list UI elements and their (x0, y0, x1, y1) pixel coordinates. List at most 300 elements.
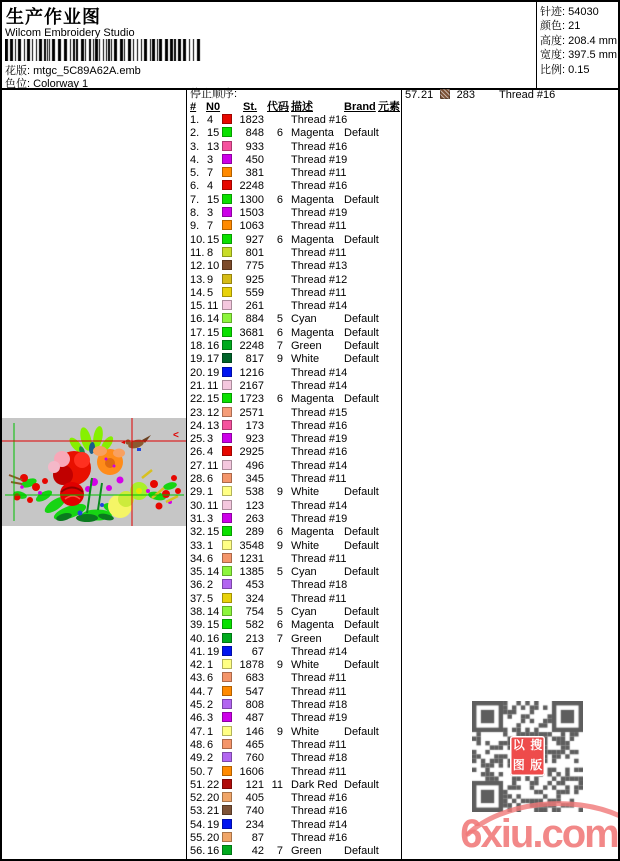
row-stitches: 775 (245, 260, 264, 273)
row-description: White (291, 486, 320, 499)
site-watermark (454, 804, 620, 859)
row-stitches: 453 (245, 579, 264, 592)
row-needle: 11 (207, 300, 219, 313)
row-code: 6 (276, 233, 283, 246)
row-code: 9 (276, 353, 283, 366)
row-brand: Default (344, 605, 379, 618)
row-description: Thread #11 (291, 738, 347, 751)
row-index: 53. (190, 805, 206, 818)
row-needle: 19 (207, 645, 220, 658)
row-needle: 7 (207, 685, 214, 698)
row-code: 7 (276, 340, 283, 353)
row-code: 7 (276, 632, 283, 645)
row-description: White (291, 539, 320, 552)
thread-row (187, 553, 401, 566)
row-description: Thread #14 (291, 459, 348, 472)
row-needle: 15 (207, 193, 220, 206)
row-description: Thread #11 (291, 765, 347, 778)
row-index: 27. (190, 459, 206, 472)
row-needle: 6 (207, 738, 214, 751)
row-stitches: 1231 (239, 552, 264, 565)
thread-row (187, 327, 401, 340)
row-description: Thread #18 (291, 699, 348, 712)
thread-row (187, 407, 401, 420)
colorway-label: 色位: (5, 78, 31, 90)
thread-row (187, 845, 401, 858)
thread-row (187, 393, 401, 406)
row-needle: 5 (207, 286, 214, 299)
color-sequence-panel (187, 88, 402, 859)
row-needle: 16 (207, 632, 220, 645)
row-index: 19. (190, 353, 206, 366)
row-stitches: 123 (245, 499, 264, 512)
row-brand: Default (344, 725, 379, 738)
row-needle: 13 (207, 140, 220, 153)
row-stitches: 933 (245, 140, 264, 153)
row-index: 54. (190, 818, 206, 831)
row-index: 11. (190, 246, 205, 259)
thread-row (187, 114, 401, 127)
design-info-box (536, 2, 618, 88)
seal-char: 以 (512, 738, 525, 752)
thread-row (187, 540, 401, 553)
row-code: 9 (276, 659, 283, 672)
row-needle: 6 (207, 473, 214, 486)
row-brand: Default (344, 326, 379, 339)
row-description: Green (291, 340, 322, 353)
row-needle: 7 (207, 220, 214, 233)
row-index: 18. (190, 340, 206, 353)
row-index: 14. (190, 286, 206, 299)
scale-label: 比例: (540, 63, 566, 76)
thread-row (187, 473, 401, 486)
stop-order-label: 停止顺序: (190, 88, 238, 100)
row-stitches: 3681 (239, 326, 264, 339)
row-index: 40. (190, 632, 206, 645)
row-description: Thread #14 (291, 379, 348, 392)
row-needle: 12 (207, 406, 220, 419)
row-description: White (291, 659, 320, 672)
row-stitches: 2571 (239, 406, 264, 419)
col-header-element: 元素 (378, 101, 400, 113)
row-description: Cyan (291, 566, 317, 579)
row-description: Thread #14 (291, 300, 348, 313)
row-needle: 3 (207, 153, 214, 166)
row-needle: 15 (207, 233, 220, 246)
row-stitches: 923 (245, 433, 264, 446)
row-stitches: 213 (245, 632, 264, 645)
app-name: Wilcom Embroidery Studio (5, 27, 135, 39)
row-needle: 13 (207, 419, 220, 432)
thread-row (187, 220, 401, 233)
row-index: 42. (190, 659, 206, 672)
row-stitches: 848 (245, 127, 264, 140)
stitches-value: 54030 (568, 6, 599, 18)
row-index: 36. (190, 579, 206, 592)
thread-row (187, 619, 401, 632)
thread-row (187, 234, 401, 247)
thread-row (187, 593, 401, 606)
row-index: 31. (190, 512, 206, 525)
row-brand: Default (344, 233, 379, 246)
row-stitches: 559 (245, 286, 264, 299)
row-needle: 14 (207, 605, 220, 618)
row-index: 7. (190, 193, 200, 206)
row-description: Thread #18 (291, 579, 348, 592)
row-index: 1. (190, 114, 200, 126)
col-header-stitches: St. (243, 101, 258, 113)
row-index: 5. (190, 167, 200, 180)
thread-row (187, 766, 401, 779)
row-stitches: 263 (245, 512, 264, 525)
row-description: Thread #16 (291, 805, 348, 818)
row-description: Thread #11 (291, 592, 347, 605)
thread-row (187, 579, 401, 592)
row-description: Thread #16 (291, 140, 348, 153)
row-needle: 21 (207, 805, 220, 818)
row-brand: Default (344, 539, 379, 552)
row-description: Thread #19 (291, 433, 348, 446)
pattern-value: mtgc_5C89A62A.emb (33, 65, 141, 77)
thread-row (187, 154, 401, 167)
row-description: Cyan (291, 605, 317, 618)
row-description: Magenta (291, 619, 334, 632)
row-index: 22. (190, 393, 206, 406)
thread-row (187, 260, 401, 273)
row-index: 12. (190, 260, 206, 273)
thread-row (187, 287, 401, 300)
row-stitches: 487 (245, 712, 264, 725)
row-index: 48. (190, 738, 206, 751)
row-index: 57. (405, 89, 421, 101)
row-stitches: 261 (245, 300, 264, 313)
seal-char: 版 (530, 758, 543, 772)
thread-row (187, 659, 401, 672)
row-stitches: 289 (245, 526, 264, 539)
row-index: 41. (190, 645, 206, 658)
row-code: 7 (276, 845, 283, 858)
row-description: Magenta (291, 526, 334, 539)
row-description: Thread #16 (291, 180, 348, 193)
row-stitches: 547 (245, 685, 264, 698)
row-stitches: 1216 (239, 366, 264, 379)
thread-row (187, 819, 401, 832)
thread-row (187, 207, 401, 220)
row-index: 21. (190, 379, 206, 392)
thread-row (187, 726, 401, 739)
row-needle: 1 (207, 539, 214, 552)
row-index: 9. (190, 220, 200, 233)
row-brand: Default (344, 632, 379, 645)
row-stitches: 1063 (239, 220, 264, 233)
thread-row (187, 194, 401, 207)
row-needle: 3 (207, 433, 214, 446)
thread-rows (187, 114, 401, 859)
row-brand: Default (344, 393, 379, 406)
row-needle: 7 (207, 167, 214, 180)
row-index: 25. (190, 433, 206, 446)
thread-row (187, 686, 401, 699)
table-header-row (187, 101, 401, 114)
thread-row (187, 832, 401, 845)
thread-row-overflow (402, 89, 618, 102)
row-brand: Default (344, 353, 379, 366)
row-stitches: 2248 (239, 340, 264, 353)
row-needle: 11 (207, 379, 219, 392)
row-description: Thread #11 (291, 685, 347, 698)
row-index: 38. (190, 605, 206, 618)
row-needle: 2 (207, 752, 214, 765)
row-code: 6 (276, 326, 283, 339)
worksheet-header (2, 2, 618, 90)
qr-center-seal (510, 736, 545, 776)
row-index: 51. (190, 778, 206, 791)
row-code: 6 (276, 393, 283, 406)
row-index: 17. (190, 326, 206, 339)
row-brand: Default (344, 778, 379, 791)
thread-row (187, 752, 401, 765)
thread-row (187, 433, 401, 446)
thread-row (187, 792, 401, 805)
row-needle: 3 (207, 712, 214, 725)
row-stitches: 740 (245, 805, 264, 818)
row-needle: 19 (207, 818, 220, 831)
watermark-text: 6xiu.com (460, 812, 618, 856)
row-stitches: 884 (245, 313, 264, 326)
row-stitches: 234 (245, 818, 264, 831)
stitches-line (537, 5, 618, 19)
width-line (537, 48, 618, 62)
row-needle: 4 (207, 180, 214, 193)
thread-row (187, 739, 401, 752)
thread-row (187, 672, 401, 685)
row-stitches: 146 (245, 725, 264, 738)
row-description: Thread #14 (291, 499, 348, 512)
row-description: Thread #18 (291, 752, 348, 765)
row-code: 5 (276, 566, 283, 579)
row-description: Thread #11 (291, 672, 347, 685)
row-description: Cyan (291, 313, 317, 326)
row-index: 10. (190, 233, 206, 246)
row-needle: 16 (207, 845, 220, 858)
row-needle: 15 (207, 326, 220, 339)
seal-char: 搜 (530, 738, 543, 752)
thread-row (187, 712, 401, 725)
row-brand: Default (344, 619, 379, 632)
height-value: 208.4 mm (568, 34, 618, 47)
row-stitches: 817 (245, 353, 264, 366)
row-needle: 1 (207, 725, 214, 738)
row-needle: 8 (207, 246, 214, 259)
row-stitches: 2167 (239, 379, 264, 392)
row-stitches: 683 (245, 672, 264, 685)
row-index: 3. (190, 140, 200, 153)
row-description: Thread #16 (291, 832, 348, 845)
row-stitches: 2248 (239, 180, 264, 193)
pattern-label: 花版: (5, 65, 31, 77)
row-index: 34. (190, 552, 206, 565)
row-stitches: 450 (245, 153, 264, 166)
row-index: 50. (190, 765, 206, 778)
row-description: Thread #11 (291, 473, 347, 486)
row-index: 43. (190, 672, 206, 685)
row-needle: 10 (207, 260, 220, 273)
row-needle: 5 (207, 592, 214, 605)
thread-row (187, 340, 401, 353)
colors-label: 颜色: (540, 20, 566, 33)
row-code: 11 (271, 778, 283, 791)
row-description: Thread #19 (291, 153, 348, 166)
row-brand: Default (344, 127, 379, 140)
row-stitches: 324 (245, 592, 264, 605)
row-brand: Default (344, 340, 379, 353)
thread-row (187, 646, 401, 659)
row-description: Magenta (291, 326, 334, 339)
row-description: Thread #11 (291, 220, 347, 233)
row-stitches: 1300 (239, 193, 264, 206)
seal-char: 图 (512, 758, 525, 772)
row-stitches: 465 (245, 738, 264, 751)
barcode (5, 39, 201, 61)
row-stitches: 808 (245, 699, 264, 712)
row-code: 6 (276, 127, 283, 140)
thread-row (187, 526, 401, 539)
scale-line (537, 63, 618, 77)
row-needle: 15 (207, 619, 220, 632)
row-index: 4. (190, 153, 200, 166)
row-description: Thread #19 (291, 712, 348, 725)
col-header-description: 描述 (291, 101, 313, 113)
row-needle: 11 (207, 499, 219, 512)
row-code: 9 (276, 725, 283, 738)
row-index: 20. (190, 366, 206, 379)
stitches-label: 针迹: (540, 6, 566, 18)
thread-row (187, 779, 401, 792)
thread-row (187, 486, 401, 499)
row-index: 52. (190, 792, 206, 805)
thread-row (187, 380, 401, 393)
row-code: 9 (276, 486, 283, 499)
row-needle: 2 (207, 699, 214, 712)
row-needle: 15 (207, 393, 220, 406)
row-needle: 11 (207, 459, 219, 472)
row-stitches: 1503 (239, 207, 264, 220)
height-label: 高度: (540, 34, 566, 47)
row-stitches: 1385 (239, 566, 264, 579)
row-needle: 1 (207, 486, 214, 499)
row-index: 26. (190, 446, 206, 459)
col-header-index: # (190, 101, 197, 113)
row-index: 44. (190, 685, 206, 698)
thread-row (187, 127, 401, 140)
row-description: Thread #14 (291, 818, 348, 831)
row-description: Magenta (291, 193, 334, 206)
row-index: 46. (190, 712, 206, 725)
row-stitches: 405 (245, 792, 264, 805)
row-stitches: 1723 (239, 393, 264, 406)
row-index: 16. (190, 313, 206, 326)
row-description: Magenta (291, 393, 334, 406)
row-index: 39. (190, 619, 206, 632)
thread-row (187, 141, 401, 154)
row-index: 15. (190, 300, 206, 313)
row-index: 2. (190, 127, 200, 140)
thread-row (187, 500, 401, 513)
row-needle: 17 (207, 353, 220, 366)
row-needle: 15 (207, 127, 220, 140)
row-needle: 14 (207, 566, 220, 579)
row-description: Green (291, 845, 322, 858)
row-index: 29. (190, 486, 206, 499)
row-description: Magenta (291, 127, 334, 140)
row-needle: 6 (207, 552, 214, 565)
row-description: Thread #19 (291, 207, 348, 220)
row-description: Thread #16 (291, 446, 348, 459)
row-description: Thread #11 (291, 167, 347, 180)
row-needle: 15 (207, 526, 220, 539)
row-stitches: 1823 (239, 114, 264, 126)
thread-row (187, 460, 401, 473)
row-code: 5 (276, 605, 283, 618)
row-stitches: 582 (245, 619, 264, 632)
row-description: Thread #16 (291, 114, 348, 126)
thread-row (187, 274, 401, 287)
row-needle: 3 (207, 512, 214, 525)
thread-row (187, 313, 401, 326)
row-description: Thread #16 (499, 89, 556, 101)
thread-row (187, 633, 401, 646)
row-description: Thread #14 (291, 366, 348, 379)
row-description: Thread #19 (291, 512, 348, 525)
row-index: 55. (190, 832, 206, 845)
row-stitches: 760 (245, 752, 264, 765)
embroidery-design-preview (2, 418, 186, 526)
thread-color-swatch (440, 89, 450, 99)
row-brand: Default (344, 659, 379, 672)
page-title: 生产作业图 (6, 7, 101, 27)
row-description: Green (291, 632, 322, 645)
row-stitches: 496 (245, 459, 264, 472)
row-needle: 1 (207, 659, 214, 672)
row-index: 28. (190, 473, 206, 486)
row-index: 32. (190, 526, 206, 539)
row-description: Thread #11 (291, 552, 347, 565)
row-index: 49. (190, 752, 206, 765)
row-brand: Default (344, 486, 379, 499)
row-description: Magenta (291, 233, 334, 246)
row-index: 35. (190, 566, 206, 579)
row-brand: Default (344, 526, 379, 539)
row-needle: 9 (207, 273, 214, 286)
row-description: Dark Red (291, 778, 338, 791)
row-needle: 19 (207, 366, 220, 379)
row-needle: 7 (207, 765, 214, 778)
row-brand: Default (344, 845, 379, 858)
overflow-panel (402, 88, 618, 859)
row-description: White (291, 353, 320, 366)
scale-value: 0.15 (568, 63, 590, 76)
thread-row (187, 805, 401, 818)
row-needle: 6 (207, 672, 214, 685)
row-code: 6 (276, 193, 283, 206)
row-needle: 16 (207, 340, 220, 353)
row-description: White (291, 725, 320, 738)
row-index: 8. (190, 207, 200, 220)
row-description: Thread #14 (291, 645, 348, 658)
row-stitches: 173 (245, 419, 264, 432)
row-stitches: 381 (245, 167, 264, 180)
row-description: Thread #13 (291, 260, 348, 273)
